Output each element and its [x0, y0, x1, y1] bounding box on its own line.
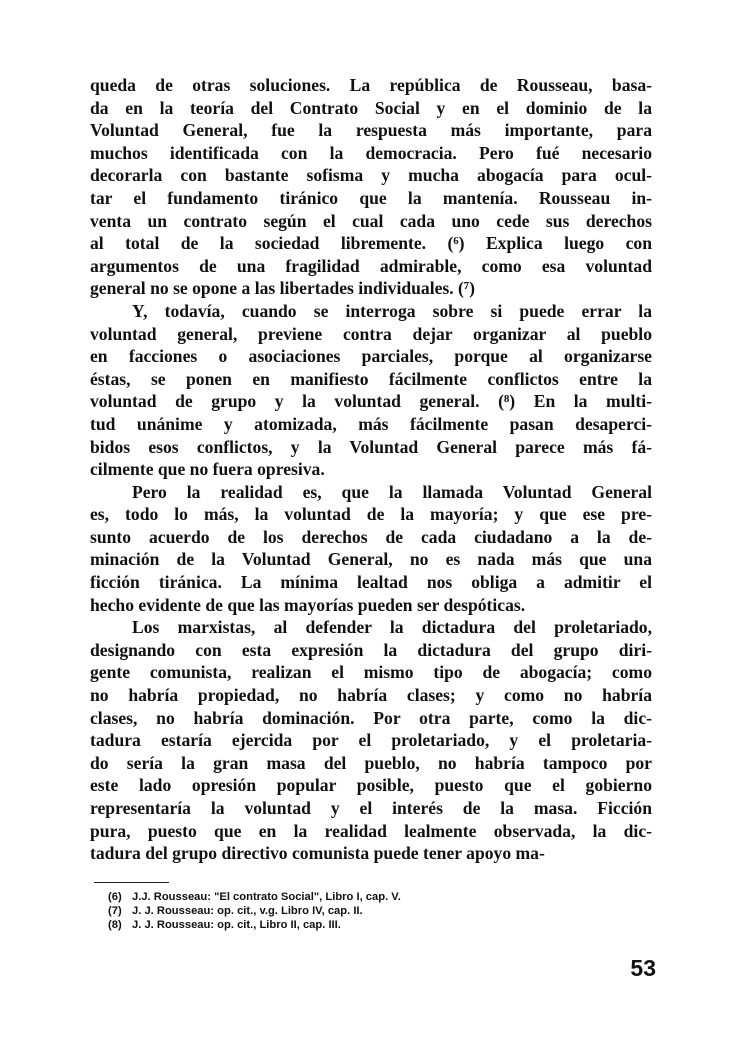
footnote-number: (8): [108, 919, 122, 932]
text-line: designando con esta expresión la dictadura del grupo diri-: [90, 639, 652, 660]
text-line: queda de otras soluciones. La república de Rousseau, basa-: [90, 75, 652, 95]
text-line: en facciones o asociaciones parciales, porque al organizarse: [90, 346, 652, 367]
paragraph: [90, 300, 652, 481]
footnote-number: (6): [108, 891, 122, 903]
footnote: [108, 918, 588, 932]
text-line: Pero la realidad es, que la llamada Voluntad General: [132, 481, 652, 502]
text-line: da en la teoría del Contrato Social y en el dominio de la: [90, 97, 652, 118]
text-line: Los marxistas, al defender la dictadura del proletariado,: [132, 617, 652, 638]
text-line: gente comunista, realizan el mismo tipo de abogacía; como: [90, 662, 652, 683]
page-number: 53: [630, 955, 656, 981]
footnote: [108, 904, 588, 918]
text-line: no habría propiedad, no habría clases; y como no habría: [90, 685, 652, 706]
text-line: hecho evidente de que las mayorías pueden ser despóticas.: [90, 594, 526, 615]
paragraph: [90, 616, 652, 865]
text-line: tud unánime y atomizada, más fácilmente pasan desaperci-: [90, 413, 652, 434]
text-line: al total de la sociedad libremente. (⁶) Explica luego con: [90, 233, 652, 254]
text-line: decorarla con bastante sofisma y mucha abogacía para ocul-: [90, 165, 652, 186]
text-line: do sería la gran masa del pueblo, no habría tampoco por: [90, 752, 652, 773]
text-line: venta un contrato según el cual cada uno cede sus derechos: [90, 210, 652, 231]
paragraph: [90, 74, 652, 300]
text-line: tadura estaría ejercida por el proletariado, y el proletaria-: [90, 730, 652, 751]
text-line: argumentos de una fragilidad admirable, como esa voluntad: [90, 255, 652, 276]
text-line: bidos esos conflictos, y la Voluntad General parece más fá-: [90, 436, 652, 457]
footnote: [108, 890, 588, 904]
text-line: voluntad general, previene contra dejar organizar al pueblo: [90, 323, 652, 344]
text-line: voluntad de grupo y la voluntad general. (⁸) En la multi-: [90, 391, 652, 412]
text-line: general no se opone a las libertades individuales. (⁷): [90, 278, 476, 299]
footnote-rule: [94, 882, 169, 883]
footnote-number: (7): [108, 905, 122, 918]
text-line: éstas, se ponen en manifiesto fácilmente conflictos entre la: [90, 368, 652, 389]
footnote-text: J. J. Rousseau: op. cit., v.g. Libro IV, cap. II.: [132, 905, 363, 918]
footnote-text: J. J. Rousseau: op. cit., Libro II, cap. III.: [132, 919, 341, 932]
text-line: tar el fundamento tiránico que la mantenía. Rousseau in-: [90, 187, 652, 208]
text-line: muchos identificada con la democracia. Pero fué necesario: [90, 142, 652, 163]
text-line: cilmente que no fuera opresiva.: [90, 459, 325, 480]
text-line: es, todo lo más, la voluntad de la mayoría; y que ese pre-: [90, 504, 652, 525]
text-line: minación de la Voluntad General, no es nada más que una: [90, 549, 652, 570]
text-line: pura, puesto que en la realidad lealmente observada, la dic-: [90, 820, 652, 841]
footnotes: [108, 890, 588, 933]
text-line: Voluntad General, fue la respuesta más importante, para: [90, 120, 652, 141]
text-line: clases, no habría dominación. Por otra parte, como la dic-: [90, 707, 652, 728]
text-line: ficción tiránica. La mínima lealtad nos obliga a admitir el: [90, 572, 652, 593]
body-text: [90, 74, 652, 865]
text-line: sunto acuerdo de los derechos de cada ciudadano a la de-: [90, 526, 652, 547]
paragraph: [90, 481, 652, 617]
footnote-text: J.J. Rousseau: "El contrato Social", Libro I, cap. V.: [132, 891, 401, 903]
text-line: este lado opresión popular posible, puesto que el gobierno: [90, 775, 652, 796]
text-line: representaría la voluntad y el interés de la masa. Ficción: [90, 798, 652, 818]
text-line: tadura del grupo directivo comunista puede tener apoyo ma-: [90, 843, 545, 864]
text-line: Y, todavía, cuando se interroga sobre si puede errar la: [132, 300, 652, 321]
